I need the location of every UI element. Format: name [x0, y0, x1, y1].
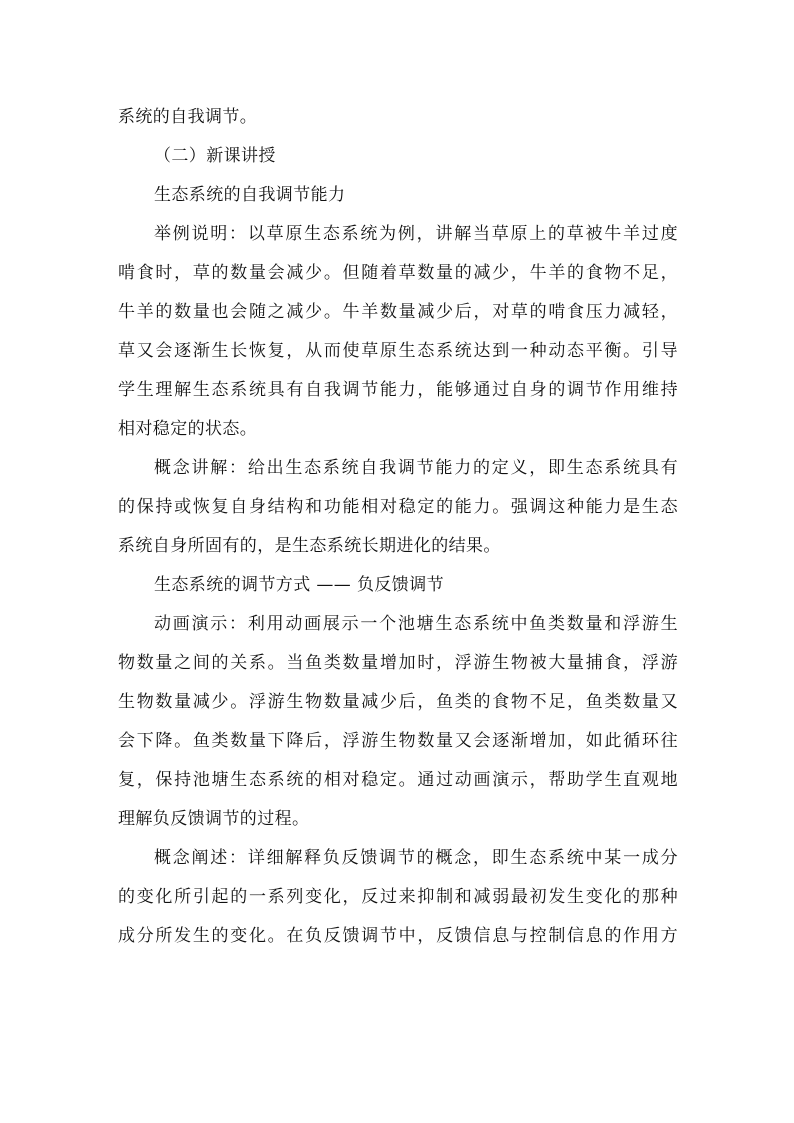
paragraph-line: 生物数量减少。浮游生物数量减少后，鱼类的食物不足，鱼类数量又: [118, 692, 678, 712]
paragraph-line: 牛羊的数量也会随之减少。牛羊数量减少后，对草的啃食压力减轻，: [118, 302, 678, 322]
paragraph-line: 系统自身所固有的，是生态系统长期进化的结果。: [118, 536, 501, 556]
paragraph-line: 举例说明：以草原生态系统为例，讲解当草原上的草被牛羊过度: [154, 224, 678, 244]
paragraph-line: 相对稳定的状态。: [118, 419, 258, 439]
section-heading: （二）新课讲授: [154, 146, 276, 166]
paragraph-line: 系统的自我调节。: [118, 107, 258, 127]
subsection-heading: 生态系统的调节方式 —— 负反馈调节: [154, 575, 445, 595]
paragraph-line: 理解负反馈调节的过程。: [118, 809, 310, 829]
paragraph-line: 的保持或恢复自身结构和功能相对稳定的能力。强调这种能力是生态: [118, 497, 678, 517]
paragraph-line: 啃食时，草的数量会减少。但随着草数量的减少，牛羊的食物不足，: [118, 263, 678, 283]
paragraph-line: 学生理解生态系统具有自我调节能力，能够通过自身的调节作用维持: [118, 380, 678, 400]
paragraph-line: 成分所发生的变化。在负反馈调节中，反馈信息与控制信息的作用方: [118, 926, 678, 946]
paragraph-line: 概念讲解：给出生态系统自我调节能力的定义，即生态系统具有: [154, 458, 678, 478]
paragraph-line: 概念阐述：详细解释负反馈调节的概念，即生态系统中某一成分: [154, 848, 678, 868]
paragraph-line: 动画演示：利用动画展示一个池塘生态系统中鱼类数量和浮游生: [154, 614, 678, 634]
paragraph-line: 复，保持池塘生态系统的相对稳定。通过动画演示，帮助学生直观地: [118, 770, 678, 790]
document-body: [118, 98, 678, 956]
paragraph-line: 会下降。鱼类数量下降后，浮游生物数量又会逐渐增加，如此循环往: [118, 731, 678, 751]
subsection-heading: 生态系统的自我调节能力: [154, 185, 346, 205]
paragraph-line: 物数量之间的关系。当鱼类数量增加时，浮游生物被大量捕食，浮游: [118, 653, 678, 673]
paragraph-line: 草又会逐渐生长恢复，从而使草原生态系统达到一种动态平衡。引导: [118, 341, 678, 361]
paragraph-line: 的变化所引起的一系列变化，反过来抑制和减弱最初发生变化的那种: [118, 887, 678, 907]
